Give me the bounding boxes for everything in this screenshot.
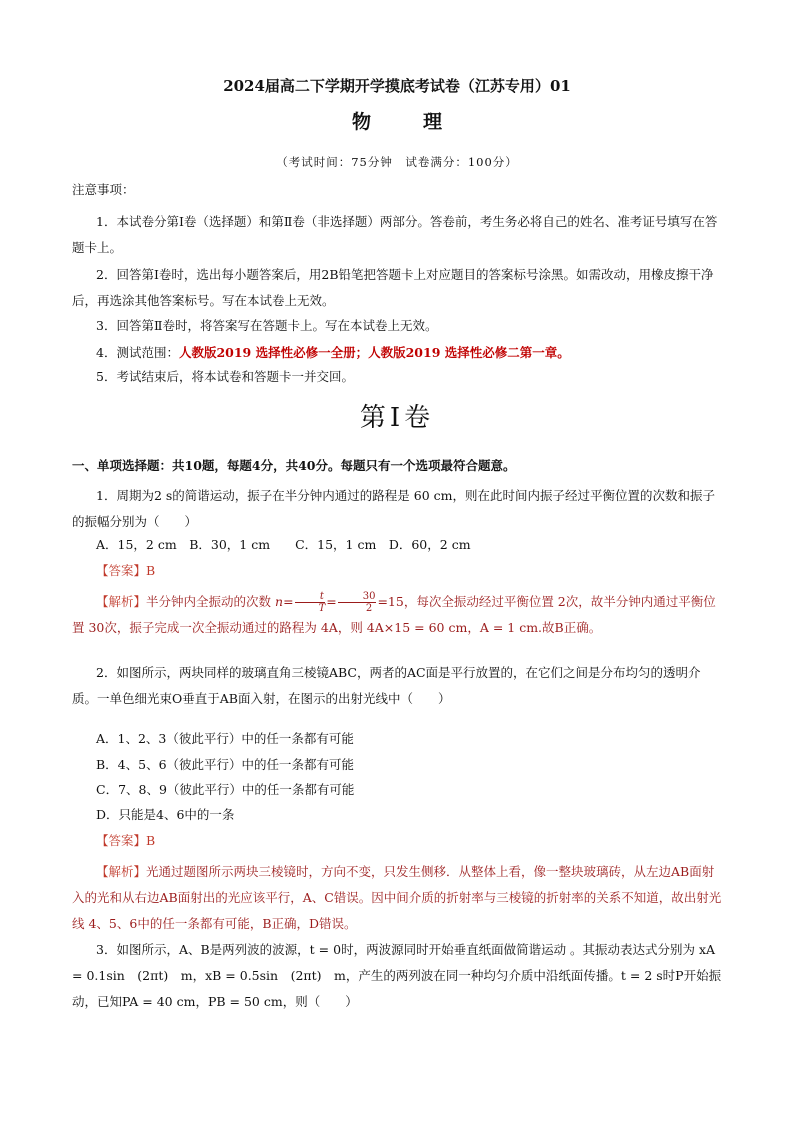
notice-item-4-label: 4．测试范围：: [96, 345, 179, 360]
q1-stem: 1．周期为2 s的简谐运动，振子在半分钟内通过的路程是 60 cm，则在此时间内振子经过平衡位置的次数和振子的振幅分别为（ ）: [72, 488, 716, 529]
notice-item-4: [72, 345, 724, 361]
q2-analysis: [72, 859, 724, 937]
q2-analysis-text: 光通过题图所示两块三棱镜时，方向不变，只发生侧移．从整体上看，像一整块玻璃砖，从左边AB面射入的光和从右边AB面射出的光应该平行，A、C错误。因中间介质的折射率与三棱镜的折射率的关系不知道，故出射光线 4、5、6中的任一条都有可能，B正确，D错误。: [72, 864, 722, 931]
subject-title: 物理: [351, 111, 494, 133]
q1-options: A．15，2 cm B．30，1 cm C．15，1 cm D．60，2 cm: [96, 537, 471, 552]
q2-answer: 【答案】B: [96, 833, 156, 848]
notice-item-2: 2．回答第Ⅰ卷时，选出每小题答案后，用2B铅笔把答题卡上对应题目的答案标号涂黑。如需改动，用橡皮擦干净后，再选涂其他答案标号。写在本试卷上无效。: [72, 267, 714, 308]
q3-stem: 3．如图所示，A、B是两列波的波源，t = 0时，两波源同时开始垂直纸面做简谐运动 。其振动表达式分别为 xA = 0.1sin (2πt) m，xB = 0.5sin (2πt) m，产生的两列波在同一种均匀介质中沿纸面传播。t = 2 s时P开始振动，已知PA = 40 cm，PB = 50 cm，则（ ）: [72, 942, 722, 1009]
q1-answer: 【答案】B: [96, 563, 156, 578]
q1-fraction-30-over-2: $\frac{30}{2}$: [338, 591, 377, 614]
section-heading: 一、单项选择题：共10题，每题4分，共40分。每题只有一个选项最符合题意。: [72, 458, 516, 473]
notice-item-1: 1．本试卷分第Ⅰ卷（选择题）和第Ⅱ卷（非选择题）两部分。答卷前，考生务必将自己的姓名、准考证号填写在答题卡上。: [72, 214, 718, 255]
q2-analysis-label: 【解析】: [96, 864, 147, 879]
q2-stem: 2．如图所示，两块同样的玻璃直角三棱镜ABC，两者的AC面是平行放置的，在它们之间是分布均匀的透明介质。一单色细光束O垂直于AB面入射，在图示的出射光线中（ ）: [72, 665, 701, 706]
q2-option-a: A．1、2、3（彼此平行）中的任一条都有可能: [96, 731, 354, 746]
test-scope: 人教版2019 选择性必修一全册；人教版2019 选择性必修二第一章。: [178, 345, 570, 360]
notice-item-3: 3．回答第Ⅱ卷时，将答案写在答题卡上。写在本试卷上无效。: [96, 318, 438, 333]
q1-analysis-label: 【解析】: [96, 594, 147, 609]
q2-option-c: C．7、8、9（彼此平行）中的任一条都有可能: [96, 782, 355, 797]
q1-analysis-text-b: =15，每次全振动经过平衡位置 2次，故半分钟内通过平衡位置 30次，振子完成一次全振动通过的路程为 4A，则 4A×15 = 60 cm，A = 1 cm.故B正确。: [72, 594, 716, 635]
exam-title: 2024届高二下学期开学摸底考试卷（江苏专用）01: [223, 77, 571, 95]
q1-analysis-text-a: 半分钟内全振动的次数: [146, 594, 272, 609]
q2-option-b: B．4、5、6（彼此平行）中的任一条都有可能: [96, 757, 355, 772]
q1-analysis: 【解析】半分钟内全振动的次数 n= $\frac{t}{T}$ = $\frac{30}{2}$ =15，每次全振动经过平衡位置 2次，故半分钟内通过平衡位置 30次，振子完成一次全振动通过的路程为 4A，则 4A×15 = 60 cm，A = 1 cm.故B正确。: [72, 591, 716, 635]
volume-heading: 第Ⅰ卷: [359, 403, 435, 433]
notice-item-5: 5．考试结束后，将本试卷和答题卡一并交回。: [96, 369, 354, 384]
exam-meta: （考试时间：75分钟 试卷满分：100分）: [276, 155, 518, 169]
q1-fraction-t-over-T: $\frac{t}{T}$: [295, 591, 326, 614]
notice-heading: 注意事项：: [72, 182, 135, 197]
q2-option-d: D．只能是4、6中的一条: [96, 807, 235, 822]
